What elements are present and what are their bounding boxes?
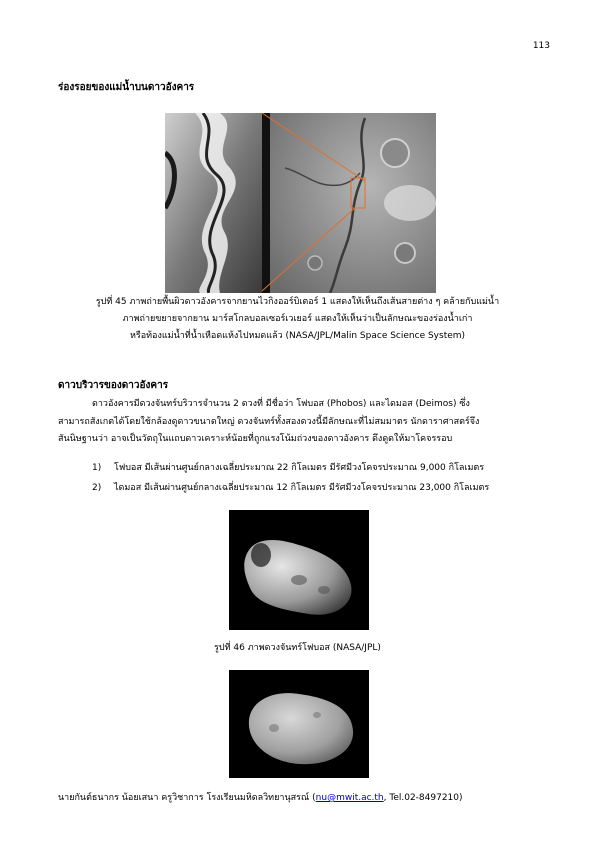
deimos-image	[229, 670, 369, 778]
list-number: 1)	[92, 463, 102, 473]
paragraph-line: สันนิษฐานว่า อาจเป็นวัตถุในแถบดาวเคราะห์น้อยที่ถูกแรงโน้มถ่วงของดาวอังคาร ดึงดูดให้มาโคจรรอบ	[58, 434, 453, 444]
figure-45-mars-surface	[165, 113, 436, 293]
figure-46-phobos	[229, 510, 369, 630]
paragraph-line: ดาวอังคารมีดวงจันทร์บริวารจำนวน 2 ดวงที่ มีชื่อว่า โฟบอส (Phobos) และไดมอส (Deimos) ซึ่ง	[92, 399, 470, 409]
paragraph-mars-moons	[58, 396, 550, 449]
list-text: โฟบอส มีเส้นผ่านศูนย์กลางเฉลี่ยประมาณ 22 กิโลเมตร มีรัศมีวงโคจรประมาณ 9,000 กิโลเมตร	[114, 463, 485, 473]
figure-deimos	[229, 670, 369, 778]
footer-credit	[58, 790, 463, 804]
caption-line: รูปที่ 45 ภาพถ่ายพื้นผิวดาวอังคารจากยานไวกิงออร์บิเตอร์ 1 แสดงให้เห็นถึงเส้นสายต่าง ๆ คล้ายกับแม่น้ำ	[95, 297, 500, 307]
caption-line: ภาพถ่ายขยายจากยาน มาร์สโกลบอลเซอร์เวเยอร์ แสดงให้เห็นว่าเป็นลักษณะของร่องน้ำเก่า	[122, 314, 473, 324]
paragraph-line: สามารถสังเกตได้โดยใช้กล้องดูดาวขนาดใหญ่ ดวงจันทร์ทั้งสองดวงนี้มีลักษณะที่ไม่สมมาตร นักดาราศาสตร์จึง	[58, 416, 480, 427]
footer-prefix: นายกันต์ธนากร น้อยเสนา ครูวิชาการ โรงเรียนมหิดลวิทยานุสรณ์ (	[58, 793, 316, 803]
list-item	[92, 460, 484, 474]
page-number: 113	[532, 41, 550, 51]
list-item	[92, 480, 489, 494]
footer-suffix: , Tel.02-8497210)	[383, 793, 463, 803]
mars-surface-image	[165, 113, 436, 293]
list-text: ไดมอส มีเส้นผ่านศูนย์กลางเฉลี่ยประมาณ 12 กิโลเมตร มีรัศมีวงโคจรประมาณ 23,000 กิโลเมตร	[114, 483, 490, 493]
list-number: 2)	[92, 483, 102, 493]
section-heading-mars-moons: ดาวบริวารของดาวอังคาร	[58, 380, 169, 391]
phobos-image	[229, 510, 369, 630]
footer-email-link[interactable]: nu@mwit.ac.th	[315, 793, 384, 803]
caption-line: หรือท้องแม่น้ำที่น้ำเหือดแห้งไปหมดแล้ว (NASA/JPL/Malin Space Science System)	[129, 331, 466, 341]
figure-45-caption	[40, 294, 555, 345]
section-heading-mars-rivers: ร่องรอยของแม่น้ำบนดาวอังคาร	[58, 82, 195, 93]
figure-46-caption: รูปที่ 46 ภาพดวงจันทร์โฟบอส (NASA/JPL)	[214, 643, 381, 653]
